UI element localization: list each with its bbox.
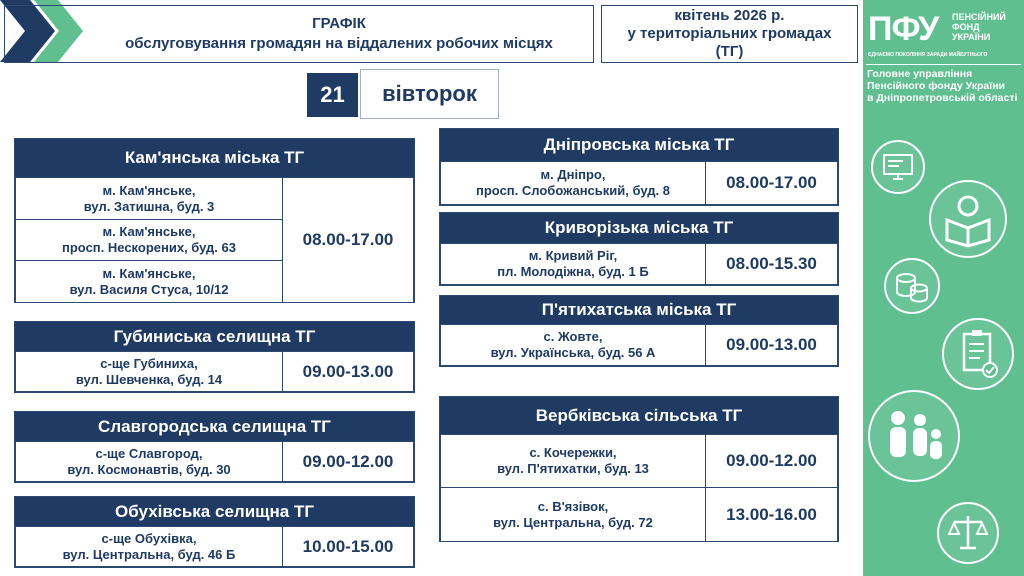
community-card-kamianske (14, 138, 415, 303)
hours-cell: 08.00-17.00 (283, 178, 414, 303)
community-card-slavhorod (14, 411, 415, 483)
logo-abbr: ПФУ (868, 10, 939, 48)
pfu-logo (866, 6, 1021, 64)
address-cell: м. Кривий Ріг, пл. Молодіжна, буд. 1 Б (441, 244, 706, 285)
hours-cell: 09.00-12.00 (283, 442, 414, 482)
community-name: Дніпровська міська ТГ (440, 129, 838, 161)
community-card-verbky (439, 396, 839, 542)
computer-icon (871, 140, 925, 194)
address-cell: с. Жовте, вул. Українська, буд. 56 А (441, 325, 706, 366)
schedule-title-box (4, 5, 594, 63)
period-box (601, 5, 858, 63)
hours-cell: 09.00-12.00 (706, 435, 838, 488)
period-scope: у територіальних громадах (627, 25, 832, 42)
reading-person-icon (929, 180, 1007, 258)
hours-cell: 13.00-16.00 (706, 488, 838, 542)
address-cell: м. Дніпро, просп. Слобожанський, буд. 8 (441, 162, 706, 205)
address-cell: м. Кам'янське, вул. Василя Стуса, 10/12 (16, 261, 283, 303)
schedule-title: ГРАФІК (312, 15, 366, 32)
schedule-subtitle: обслуговування громадян на віддалених робочих місцях (125, 35, 553, 52)
community-name: П'ятихатська міська ТГ (440, 296, 838, 324)
community-name: Обухівська селищна ТГ (15, 497, 414, 526)
community-name: Криворізька міська ТГ (440, 213, 838, 243)
organization-name: Головне управління Пенсійного фонду України в Дніпропетровській області (867, 68, 1018, 104)
community-name: Губиниська селищна ТГ (15, 322, 414, 351)
hours-cell: 10.00-15.00 (283, 527, 414, 567)
hours-cell: 09.00-13.00 (283, 352, 414, 392)
checklist-icon (942, 318, 1014, 390)
community-name: Славгородська селищна ТГ (15, 412, 414, 441)
day-name: вівторок (360, 69, 499, 119)
address-cell: м. Кам'янське, просп. Нескорених, буд. 63 (16, 220, 283, 261)
family-icon (868, 390, 960, 482)
hours-cell: 09.00-13.00 (706, 325, 838, 366)
community-card-hubynykha (14, 321, 415, 393)
coins-icon (884, 258, 940, 314)
address-cell: с. Кочережки, вул. П'ятихатки, буд. 13 (441, 435, 706, 488)
community-card-dnipro (439, 128, 839, 206)
period-month: квітень 2026 р. (674, 7, 785, 24)
community-card-piatykhatky (439, 295, 839, 367)
logo-motto: ЄДНАЄМО ПОКОЛІННЯ ЗАРАДИ МАЙБУТНЬОГО (868, 52, 988, 58)
sidebar-divider (866, 64, 1021, 65)
community-name: Кам'янська міська ТГ (15, 139, 414, 177)
period-scope-abbr: (ТГ) (715, 43, 744, 60)
address-cell: с-ще Славгород, вул. Космонавтів, буд. 30 (16, 442, 283, 482)
community-card-obukhivka (14, 496, 415, 568)
logo-name: ПЕНСІЙНИЙ ФОНД УКРАЇНИ (952, 12, 1006, 42)
hours-cell: 08.00-17.00 (706, 162, 838, 205)
address-cell: с-ще Обухівка, вул. Центральна, буд. 46 Б (16, 527, 283, 567)
address-cell: м. Кам'янське, вул. Затишна, буд. 3 (16, 178, 283, 220)
community-card-kryvyi-rih (439, 212, 839, 286)
community-name: Вербківська сільська ТГ (440, 397, 838, 434)
hours-cell: 08.00-15.30 (706, 244, 838, 285)
address-cell: с. В'язівок, вул. Центральна, буд. 72 (441, 488, 706, 542)
day-number: 21 (307, 73, 358, 117)
address-cell: с-ще Губиниха, вул. Шевченка, буд. 14 (16, 352, 283, 392)
scales-icon (937, 502, 999, 564)
